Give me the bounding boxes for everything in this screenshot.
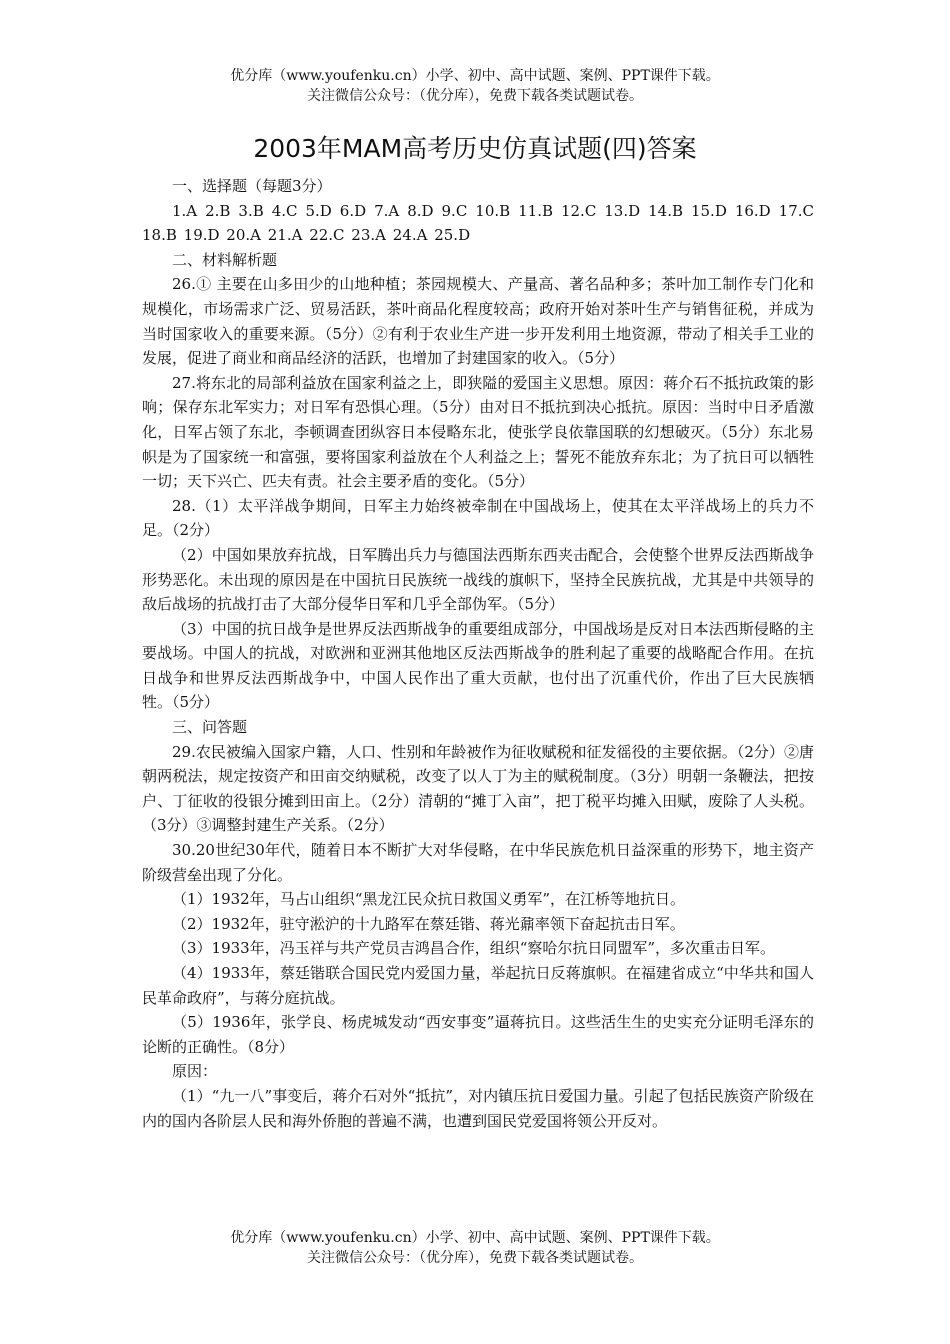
question-30-item-3: （3）1933年，冯玉祥与共产党员吉鸿昌合作，组织“察哈尔抗日同盟军”，多次重击日军。 bbox=[172, 939, 776, 958]
section-2-heading: 二、材料解析题 bbox=[172, 250, 278, 269]
question-26-answer: 26.① 主要在山多田少的山地种植；茶园规模大、产量高、著名品种多；茶叶加工制作专门化和规模化，市场需求广泛、贸易活跃，茶叶商品化程度较高；政府开始对茶叶生产与销售征税，并成为当时国家收入的重要来源。（5分）②有利于农业生产进一步开发利用土地资源，带动了相关手工业的发展，促进了商业和商品经济的活跃，也增加了封建国家的收入。（5分） bbox=[142, 275, 814, 368]
question-30-item-2: （2）1932年，驻守淞沪的十九路军在蔡廷锴、蒋光鼐率领下奋起抗击日军。 bbox=[172, 914, 685, 933]
header-banner bbox=[0, 66, 950, 106]
reason-item-1: （1）“九一八”事变后，蒋介石对外“抵抗”，对内镇压抗日爱国力量。引起了包括民族资产阶级在内的国内各阶层人民和海外侨胞的普遍不满，也遭到国民党爱国将领公开反对。 bbox=[142, 1086, 814, 1130]
page-title: 2003年MAM高考历史仿真试题(四)答案 bbox=[253, 134, 697, 163]
question-29-answer: 29.农民被编入国家户籍，人口、性别和年龄被作为征收赋税和征发徭役的主要依据。（2分）②唐朝两税法，规定按资产和田亩交纳赋税，改变了以人丁为主的赋税制度。（3分）明朝一条鞭法，把按户、丁征收的役银分摊到田亩上。（2分）清朝的“摊丁入亩”，把丁税平均摊入田赋，废除了人头税。（3分）③调整封建生产关系。（2分） bbox=[142, 742, 814, 835]
question-30-answer: 30.20世纪30年代，随着日本不断扩大对华侵略，在中华民族危机日益深重的形势下，地主资产阶级营垒出现了分化。 bbox=[142, 841, 814, 884]
question-28-part-2: （2）中国如果放弃抗战，日军腾出兵力与德国法西斯东西夹击配合，会使整个世界反法西斯战争形势恶化。未出现的原因是在中国抗日民族统一战线的旗帜下，坚持全民族抗战，尤其是中共领导的敌后战场的抗战打击了大部分侵华日军和几乎全部伪军。（5分） bbox=[142, 545, 814, 614]
header-line-1: 优分库（www.youfenku.cn）小学、初中、高中试题、案例、PPT课件下载。 bbox=[230, 68, 720, 84]
question-28-part-3: （3）中国的抗日战争是世界反法西斯战争的重要组成部分，中国战场是反对日本法西斯侵略的主要战场。中国人的抗战，对欧洲和亚洲其他地区反法西斯战争的胜利起了重要的战略配合作用。在抗日战争和世界反法西斯战争中，中国人民作出了重大贡献，也付出了沉重代价，作出了巨大民族牺牲。（5分） bbox=[142, 619, 814, 712]
multiple-choice-answers: 1.A 2.B 3.B 4.C 5.D 6.D 7.A 8.D 9.C 10.B 11.B 12.C 13.D 14.B 15.D 16.D 17.C 18.B 19.D 20.A 21.A 22.C 23.A 24.A 25.D bbox=[142, 201, 814, 245]
question-27-answer: 27.将东北的局部利益放在国家利益之上，即狭隘的爱国主义思想。原因：蒋介石不抵抗政策的影响；保存东北军实力；对日军有恐惧心理。（5分）由对日不抵抗到决心抵抗。原因：当时中日矛盾激化，日军占领了东北，李顿调查团纵容日本侵略东北，使张学良依靠国联的幻想破灭。（5分）东北易帜是为了国家统一和富强，要将国家利益放在个人利益之上；誓死不能放弃东北；为了抗日可以牺牲一切；天下兴亡、匹夫有责。社会主要矛盾的变化。（5分） bbox=[142, 373, 814, 491]
footer-line-1: 优分库（www.youfenku.cn）小学、初中、高中试题、案例、PPT课件下载。 bbox=[230, 1230, 720, 1246]
question-30-item-4: （4）1933年，蔡廷锴联合国民党内爱国力量，举起抗日反蒋旗帜。在福建省成立“中华共和国人民革命政府”，与蒋分庭抗战。 bbox=[142, 964, 814, 1007]
header-line-2: 关注微信公众号：（优分库），免费下载各类试题试卷。 bbox=[307, 88, 643, 104]
footer-banner bbox=[0, 1228, 950, 1268]
reason-label: 原因： bbox=[172, 1062, 218, 1081]
section-3-heading: 三、问答题 bbox=[172, 718, 248, 737]
question-30-item-1: （1）1932年，马占山组织“黑龙江民众抗日救国义勇军”，在江桥等地抗日。 bbox=[172, 890, 686, 909]
footer-line-2: 关注微信公众号：（优分库），免费下载各类试题试卷。 bbox=[307, 1250, 643, 1266]
section-1-heading: 一、选择题（每题3分） bbox=[172, 177, 332, 195]
question-30-item-5: （5）1936年，张学良、杨虎城发动“西安事变”逼蒋抗日。这些活生生的史实充分证明毛泽东的论断的正确性。（8分） bbox=[142, 1013, 814, 1056]
question-28-part-1: 28.（1）太平洋战争期间，日军主力始终被牵制在中国战场上，使其在太平洋战场上的兵力不足。（2分） bbox=[142, 496, 814, 540]
answer-content bbox=[142, 174, 814, 1133]
